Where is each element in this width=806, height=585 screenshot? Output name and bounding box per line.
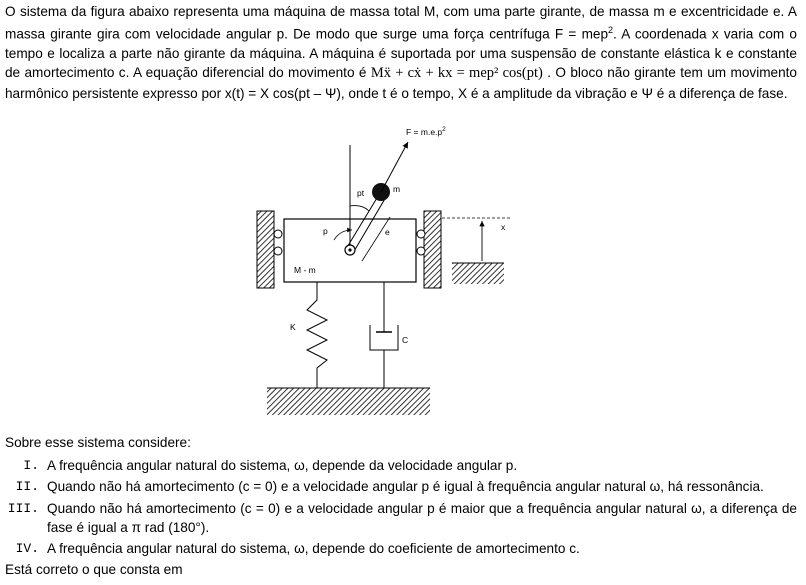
machine-figure xyxy=(250,120,570,425)
left-wall xyxy=(257,211,274,288)
statement-text: A frequência angular natural do sistema, ω, depende da velocidade angular p. xyxy=(47,458,518,473)
roller-right-bottom xyxy=(417,247,425,255)
right-wall xyxy=(424,211,441,288)
angle-arc xyxy=(350,206,369,211)
roller-left-bottom xyxy=(274,247,282,255)
spring-label: K xyxy=(290,322,296,332)
statement-item xyxy=(5,539,797,558)
statement-text: A frequência angular natural do sistema, ω, depende do coeficiente de amortecimento c. xyxy=(47,541,580,557)
roller-left-top xyxy=(274,230,282,238)
x-label: x xyxy=(501,222,506,232)
m-label: m xyxy=(393,184,401,194)
damper-label: C xyxy=(402,335,409,345)
problem-statement xyxy=(5,2,797,103)
statement-number: III. xyxy=(7,500,39,516)
statement-text: Quando não há amortecimento (c = 0) e a velocidade angular p é igual à frequência angular natural ω, há ressonância. xyxy=(47,479,764,495)
block-label: M - m xyxy=(294,265,316,275)
statement-number: IV. xyxy=(15,541,39,557)
spring xyxy=(307,282,327,388)
statement-item xyxy=(5,477,797,496)
ground xyxy=(267,388,430,415)
pivot-center xyxy=(348,248,351,251)
statement-number: I. xyxy=(23,458,39,473)
roller-right-top xyxy=(417,230,425,238)
question-prompt: Está correto o que consta em xyxy=(5,562,183,577)
statement-item xyxy=(5,499,797,538)
e-label: e xyxy=(385,227,390,237)
statement-item xyxy=(5,456,797,475)
statement-exponent: 2 xyxy=(608,25,614,36)
pt-label: pt xyxy=(357,188,365,198)
statement-text: Quando não há amortecimento (c = 0) e a velocidade angular p é maior que a frequência angular natural ω, a diferença de fase é igual a π rad (180°). xyxy=(47,500,797,535)
consider-heading: Sobre esse sistema considere: xyxy=(5,435,191,450)
force-label: $F = m.e.p^2$ xyxy=(406,126,446,137)
x-ground xyxy=(452,263,504,284)
statement-part-1: O sistema da figura abaixo representa uma máquina de massa total M, com uma parte girante, de massa m e excentricidade e. A massa girante gira com velocidade angular p. De modo que surge uma força centrífuga F = mep xyxy=(5,4,797,42)
statement-part-3: . O bloco não girante tem um movimento harmônico persistente expresso por x(t) = X cos(pt – Ψ), onde t é o tempo, X é a amplitude da vibração e Ψ é a diferença de fase. xyxy=(5,65,797,101)
statement-number: II. xyxy=(15,479,39,495)
statement-part-2: . A coordenada x varia com o tempo e localiza a parte não girante da máquina. A máquina é suportada por uma suspensão de constante elástica k e constante de amortecimento c. A equação diferencial do movimento é xyxy=(5,26,797,81)
statement-list xyxy=(5,456,797,560)
differential-equation: Mẍ + cẋ + kx = mep² cos(pt) xyxy=(370,65,543,82)
p-label: p xyxy=(323,226,328,236)
